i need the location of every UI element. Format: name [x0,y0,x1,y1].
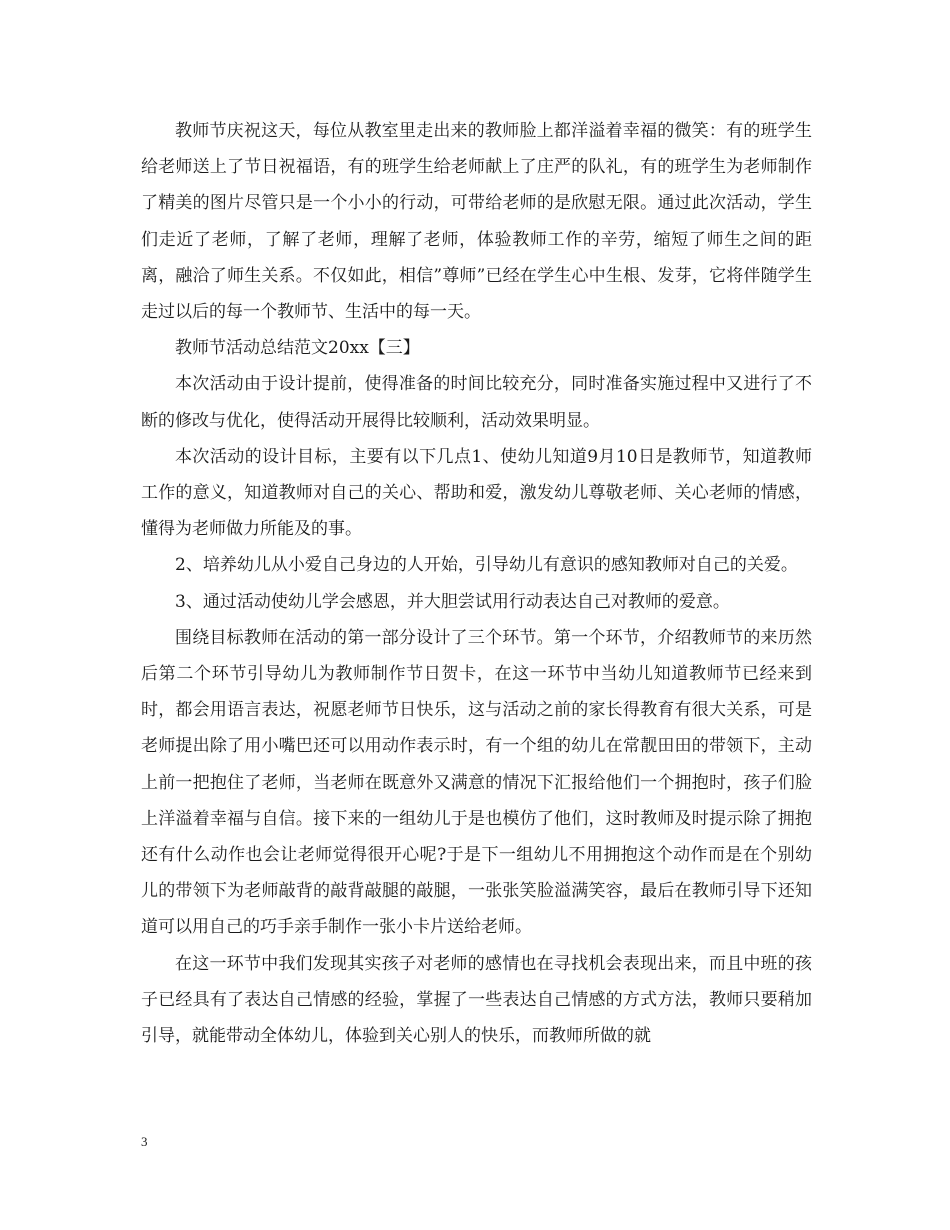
section-heading: 教师节活动总结范文20xx【三】 [175,338,420,359]
paragraph-activity: 围绕目标教师在活动的第一部分设计了三个环节。第一个环节，介绍教师节的来历然后第二个环节引导幼儿为教师制作节日贺卡，在这一环节中当幼儿知道教师节已经来到时，都会用语言表达，祝愿老师节日快乐，这与活动之前的家长得教育有很大关系，可是老师提出除了用小嘴巴还可以用动作表示时，有一个组的幼儿在常靓田田的带领下，主动上前一把抱住了老师，当老师在既意外又满意的情况下汇报给他们一个拥抱时，孩子们脸上洋溢着幸福与自信。接下来的一组幼儿于是也模仿了他们，这时教师及时提示除了拥抱还有什么动作也会让老师觉得很开心呢?于是下一组幼儿不用拥抱这个动作而是在个别幼儿的带领下为老师敲背的敲背敲腿的敲腿，一张张笑脸溢满笑容，最后在教师引导下还知道可以用自己的巧手亲手制作一张小卡片送给老师。 [141,627,812,938]
paragraph-goal-3: 3、通过活动使幼儿学会感恩，并大胆尝试用行动表达自己对教师的爱意。 [175,591,730,612]
paragraph-goal-1: 本次活动的设计目标，主要有以下几点1、使幼儿知道9月10日是教师节，知道教师工作的意义，知道教师对自己的关心、帮助和爱，激发幼儿尊敬老师、关心老师的情感，懂得为老师做力所能及的事。 [141,446,812,540]
paragraph-goal-2: 2、培养幼儿从小爱自己身边的人开始，引导幼儿有意识的感知教师对自己的关爱。 [175,555,798,576]
body-text [141,113,812,1054]
page-number: 3 [141,1134,148,1149]
paragraph-preparation: 本次活动由于设计提前，使得准备的时间比较充分，同时准备实施过程中又进行了不断的修改与优化，使得活动开展得比较顺利，活动效果明显。 [141,374,812,431]
paragraph-celebration: 教师节庆祝这天，每位从教室里走出来的教师脸上都洋溢着幸福的微笑：有的班学生给老师送上了节日祝福语，有的班学生给老师献上了庄严的队礼，有的班学生为老师制作了精美的图片尽管只是一个小小的行动，可带给老师的是欣慰无限。通过此次活动，学生们走近了老师，了解了老师，理解了老师，体验教师工作的辛劳，缩短了师生之间的距离，融洽了师生关系。不仅如此，相信”尊师”已经在学生心中生根、发芽，它将伴随学生走过以后的每一个教师节、生活中的每一天。 [141,121,812,323]
paragraph-reflection: 在这一环节中我们发现其实孩子对老师的感情也在寻找机会表现出来，而且中班的孩子已经具有了表达自己情感的经验，掌握了一些表达自己情感的方式方法，教师只要稍加引导，就能带动全体幼儿，体验到关心别人的快乐，而教师所做的就 [141,953,812,1047]
